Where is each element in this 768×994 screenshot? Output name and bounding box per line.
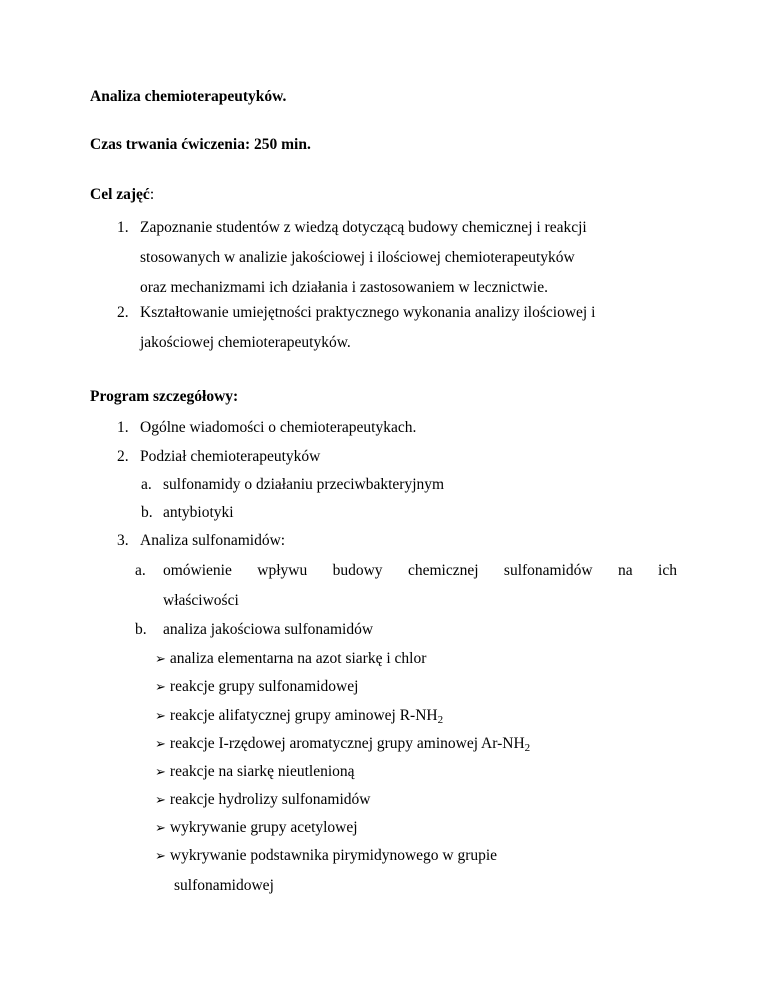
goal-heading: [90, 185, 154, 205]
arrow-bullet-icon: ➢: [155, 848, 166, 863]
goal-item-2-line-2: jakościowej chemioterapeutyków.: [140, 334, 351, 351]
bullet-item: [155, 706, 443, 726]
program-item-2-number: 2.: [117, 448, 129, 465]
bullet-text: wykrywanie podstawnika pirymidynowego w grupie: [169, 847, 498, 864]
subscript: 2: [437, 714, 444, 726]
program-item-2a-letter: a.: [141, 476, 152, 493]
bullet-text: reakcje na siarkę nieutlenioną: [169, 763, 355, 780]
bullet-item: [155, 734, 530, 754]
goal-item-2-line-1: Kształtowanie umiejętności praktycznego wykonania analizy ilościowej i: [140, 304, 596, 321]
bullet-continuation: sulfonamidowej: [174, 877, 274, 894]
program-item-2a-text: sulfonamidy o działaniu przeciwbakteryjnym: [163, 476, 445, 493]
program-item-1-number: 1.: [117, 419, 129, 436]
bullet-item: [155, 790, 370, 810]
program-item-3b-text: analiza jakościowa sulfonamidów: [163, 621, 374, 638]
goal-item-1-line-1: [140, 218, 677, 238]
arrow-bullet-icon: ➢: [155, 708, 166, 723]
program-item-3b-letter: b.: [135, 621, 147, 638]
subscript: 2: [524, 742, 531, 754]
goal-item-1-line-3: oraz mechanizmami ich działania i zastosowaniem w lecznictwie.: [140, 279, 548, 296]
goal-item-2-number: 2.: [117, 304, 129, 321]
bullet-text: reakcje I-rzędowej aromatycznej grupy aminowej Ar-NH: [169, 735, 525, 752]
program-heading: Program szczegółowy:: [90, 388, 239, 405]
goal-item-1-number: 1.: [117, 219, 129, 236]
goal-heading-colon: :: [149, 186, 155, 203]
duration-text: Czas trwania ćwiczenia: 250 min.: [90, 136, 311, 153]
bullet-text: reakcje grupy sulfonamidowej: [169, 678, 359, 695]
arrow-bullet-icon: ➢: [155, 651, 166, 666]
bullet-item: [155, 762, 355, 782]
program-item-3a-line-1: omówienie wpływu budowy chemicznej sulfonamidów na ich: [163, 562, 677, 579]
program-item-3-number: 3.: [117, 532, 129, 549]
arrow-bullet-icon: ➢: [155, 736, 166, 751]
arrow-bullet-icon: ➢: [155, 764, 166, 779]
goal-heading-label: Cel zajęć: [90, 186, 150, 203]
goal-item-1-line-2: stosowanych w analizie jakościowej i ilościowej chemioterapeutyków: [140, 249, 575, 266]
program-item-1-text: Ogólne wiadomości o chemioterapeutykach.: [140, 419, 417, 436]
program-item-3a-letter: a.: [135, 562, 146, 579]
bullet-text: wykrywanie grupy acetylowej: [169, 819, 358, 836]
arrow-bullet-icon: ➢: [155, 820, 166, 835]
goal-item-1-line-1-text: Zapoznanie studentów z wiedzą dotyczącą budowy chemicznej i reakcji: [140, 219, 587, 236]
arrow-bullet-icon: ➢: [155, 679, 166, 694]
program-item-2-text: Podział chemioterapeutyków: [140, 448, 321, 465]
bullet-item: [155, 818, 358, 838]
program-item-3-text: Analiza sulfonamidów:: [140, 532, 286, 549]
program-item-2b-text: antybiotyki: [163, 504, 234, 521]
program-item-3a-line-2: właściwości: [163, 592, 239, 609]
program-item-2b-letter: b.: [141, 504, 153, 521]
document-title: Analiza chemioterapeutyków.: [90, 88, 287, 105]
bullet-item: [155, 846, 497, 866]
bullet-item: [155, 677, 358, 697]
bullet-text: reakcje hydrolizy sulfonamidów: [169, 791, 371, 808]
arrow-bullet-icon: ➢: [155, 792, 166, 807]
bullet-item: [155, 649, 426, 669]
bullet-text: reakcje alifatycznej grupy aminowej R-NH: [169, 707, 438, 724]
bullet-text: analiza elementarna na azot siarkę i chlor: [169, 650, 427, 667]
